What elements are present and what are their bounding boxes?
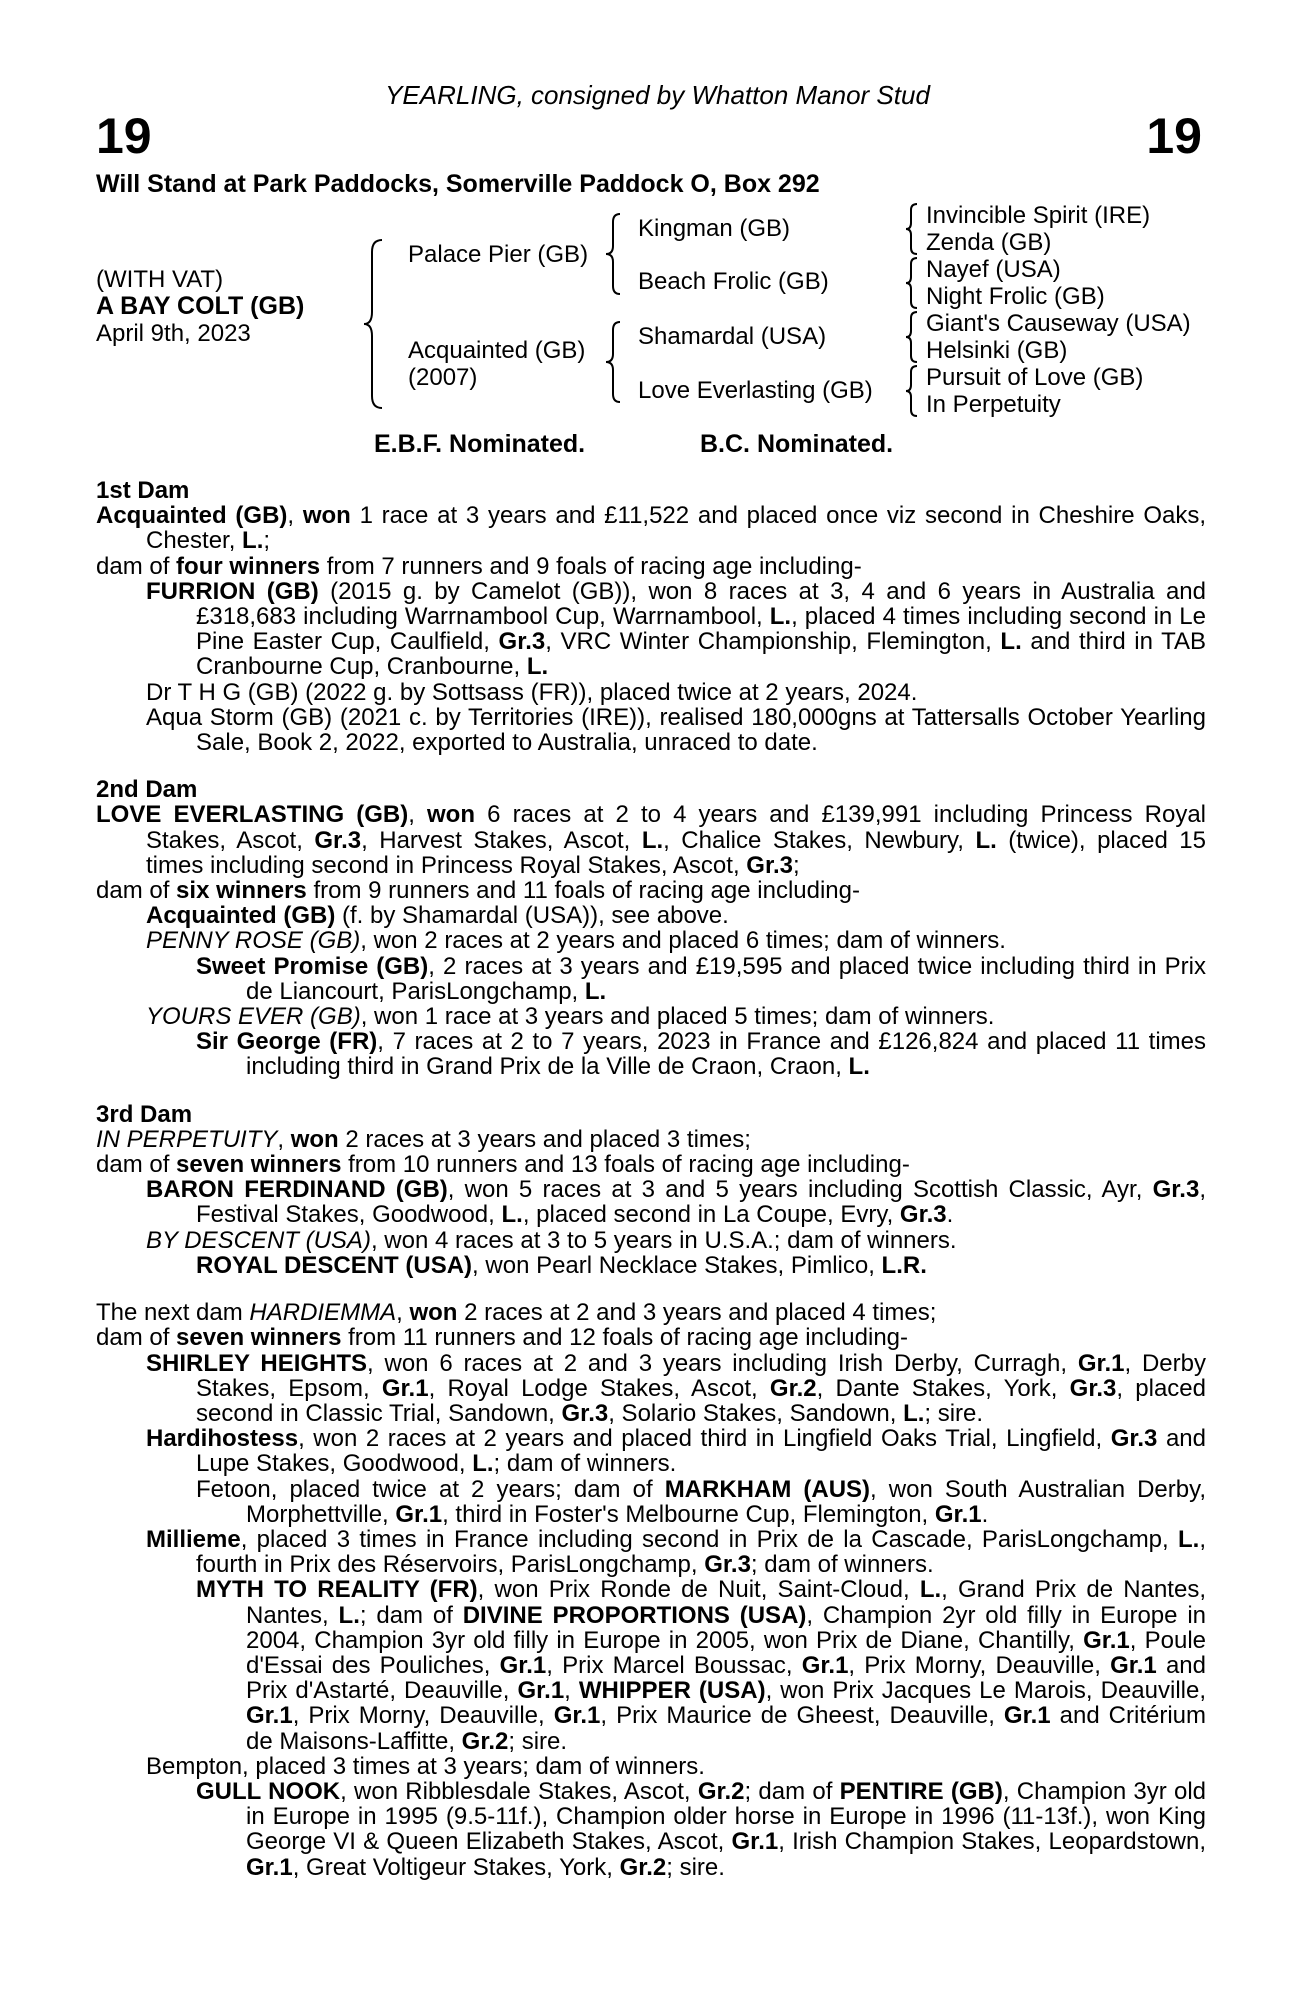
dam-name: Acquainted (GB) bbox=[408, 337, 586, 364]
lot-number-right: 19 bbox=[1146, 108, 1202, 164]
pedigree-brace-g4-2 bbox=[904, 256, 920, 310]
gen4-6: Helsinki (GB) bbox=[926, 337, 1068, 364]
horse-name: A BAY COLT (GB) bbox=[96, 292, 305, 320]
gen3-dam-sire: Shamardal (USA) bbox=[638, 323, 827, 350]
produce-yours-ever: YOURS EVER (GB), won 1 race at 3 years and placed 5 times; dam of winners. bbox=[146, 1003, 995, 1031]
fourth-dam-produce-summary: dam of seven winners from 11 runners and 12 foals of racing age including- bbox=[96, 1324, 909, 1352]
produce-fetoon: Fetoon, placed twice at 2 years; dam of MARKHAM (AUS), won South Australian Derby, Morphettville, Gr.1, third in Foster's Melbourne Cup, Flemington, Gr.1. bbox=[196, 1475, 1206, 1528]
produce-dr-t-h-g: Dr T H G (GB) (2022 g. by Sottsass (FR)), placed twice at 2 years, 2024. bbox=[146, 678, 918, 706]
second-dam-heading: 2nd Dam bbox=[96, 776, 198, 804]
gen4-3: Nayef (USA) bbox=[926, 256, 1061, 283]
produce-royal-descent: ROYAL DESCENT (USA), won Pearl Necklace Stakes, Pimlico, L.R. bbox=[196, 1251, 927, 1279]
produce-hardihostess: Hardihostess, won 2 races at 2 years and placed third in Lingfield Oaks Trial, Lingfield, Gr.3 and Lupe Stakes, Goodwood, L.; dam of winners. bbox=[146, 1425, 1206, 1478]
dam-year: (2007) bbox=[408, 364, 478, 391]
first-dam-produce-summary: dam of four winners from 7 runners and 9 foals of racing age including- bbox=[96, 552, 862, 580]
lot-number-left: 19 bbox=[96, 108, 152, 164]
section-gap bbox=[96, 1278, 1206, 1300]
produce-gull-nook: GULL NOOK, won Ribblesdale Stakes, Ascot, Gr.2; dam of PENTIRE (GB), Champion 3yr old in Europe in 1995 (9.5-11f.), Champion older horse in Europe in 1996 (11-13f.), won King George VI & Queen Elizabeth Stakes, Ascot, Gr.1, Irish Champion Stakes, Leopardstown, Gr.1, Great Voltigeur Stakes, York, Gr.2; sire. bbox=[196, 1777, 1207, 1881]
vat-note: (WITH VAT) bbox=[96, 266, 224, 293]
produce-acquainted: Acquainted (GB) (f. by Shamardal (USA)), see above. bbox=[146, 902, 729, 930]
gen3-dam-dam: Love Everlasting (GB) bbox=[638, 377, 873, 404]
third-dam-heading: 3rd Dam bbox=[96, 1100, 193, 1128]
gen4-4: Night Frolic (GB) bbox=[926, 283, 1105, 310]
produce-sir-george: Sir George (FR), 7 races at 2 to 7 years, 2023 in France and £126,824 and placed 11 times including third in Grand Prix de la Ville de Craon, Craon, L. bbox=[196, 1028, 1207, 1081]
produce-by-descent: BY DESCENT (USA), won 4 races at 3 to 5 years in U.S.A.; dam of winners. bbox=[146, 1226, 957, 1254]
second-dam-produce-summary: dam of six winners from 9 runners and 11 foals of racing age including- bbox=[96, 877, 860, 905]
gen3-sire-dam: Beach Frolic (GB) bbox=[638, 268, 829, 295]
pedigree-brace-dam bbox=[604, 320, 624, 404]
produce-bempton: Bempton, placed 3 times at 3 years; dam of winners. bbox=[146, 1752, 705, 1780]
gen4-2: Zenda (GB) bbox=[926, 229, 1052, 256]
catalogue-body bbox=[96, 478, 1206, 1880]
produce-penny-rose: PENNY ROSE (GB), won 2 races at 2 years and placed 6 times; dam of winners. bbox=[146, 927, 1006, 955]
gen4-8: In Perpetuity bbox=[926, 391, 1061, 418]
produce-sweet-promise: Sweet Promise (GB), 2 races at 3 years and £19,595 and placed twice including third in Prix de Liancourt, ParisLongchamp, L. bbox=[196, 952, 1206, 1005]
gen4-7: Pursuit of Love (GB) bbox=[926, 364, 1144, 391]
first-dam-record: Acquainted (GB), won 1 race at 3 years and £11,522 and placed once viz second in Cheshire Oaks, Chester, L.; bbox=[96, 502, 1207, 555]
pedigree-brace-g4-4 bbox=[904, 364, 920, 418]
pedigree-brace-sire bbox=[604, 212, 624, 296]
produce-aqua-storm: Aqua Storm (GB) (2021 c. by Territories (IRE)), realised 180,000gns at Tattersalls October Yearling Sale, Book 2, 2022, exported to Australia, unraced to date. bbox=[146, 703, 1206, 757]
produce-myth-to-reality: MYTH TO REALITY (FR), won Prix Ronde de Nuit, Saint-Cloud, L., Grand Prix de Nantes, Nantes, L.; dam of DIVINE PROPORTIONS (USA), Champion 2yr old filly in Europe in 2004, Champion 3yr old filly in Europe in 2005, won Prix de Diane, Chantilly, Gr.1, Poule d'Essai des Pouliches, Gr.1, Prix Marcel Boussac, Gr.1, Prix Morny, Deauville, Gr.1 and Prix d'Astarté, Deauville, Gr.1, WHIPPER (USA), won Prix Jacques Le Marois, Deauville, Gr.1, Prix Morny, Deauville, Gr.1, Prix Maurice de Gheest, Deauville, Gr.1 and Critérium de Maisons-Laffitte, Gr.2; sire. bbox=[196, 1576, 1207, 1755]
pedigree-brace-g4-3 bbox=[904, 310, 920, 364]
foaling-date: April 9th, 2023 bbox=[96, 320, 251, 347]
gen3-sire-sire: Kingman (GB) bbox=[638, 215, 791, 242]
bc-nomination: B.C. Nominated. bbox=[700, 430, 894, 458]
consignor-line: YEARLING, consigned by Whatton Manor Stud bbox=[385, 80, 930, 110]
sire-name: Palace Pier (GB) bbox=[408, 241, 589, 268]
third-dam-record: IN PERPETUITY, won 2 races at 3 years and placed 3 times; bbox=[96, 1125, 751, 1153]
gen4-5: Giant's Causeway (USA) bbox=[926, 310, 1191, 337]
ebf-nomination: E.B.F. Nominated. bbox=[374, 430, 586, 458]
produce-millieme: Millieme, placed 3 times in France including second in Prix de la Cascade, ParisLongchamp, L., fourth in Prix des Réservoirs, ParisLongchamp, Gr.3; dam of winners. bbox=[146, 1525, 1206, 1579]
produce-shirley-heights: SHIRLEY HEIGHTS, won 6 races at 2 and 3 years including Irish Derby, Curragh, Gr.1, Derby Stakes, Epsom, Gr.1, Royal Lodge Stakes, Ascot, Gr.2, Dante Stakes, York, Gr.3, placed second in Classic Trial, Sandown, Gr.3, Solario Stakes, Sandown, L.; sire. bbox=[146, 1349, 1206, 1427]
pedigree-brace-main bbox=[362, 238, 388, 410]
produce-furrion: FURRION (GB) (2015 g. by Camelot (GB)), won 8 races at 3, 4 and 6 years in Australia and £318,683 including Warrnambool Cup, Warrnambool, L., placed 4 times including second in Le Pine Easter Cup, Caulfield, Gr.3, VRC Winter Championship, Flemington, L. and third in TAB Cranbourne Cup, Cranbourne, L. bbox=[146, 577, 1206, 681]
first-dam-heading: 1st Dam bbox=[96, 477, 190, 504]
pedigree-brace-g4-1 bbox=[904, 202, 920, 256]
gen4-1: Invincible Spirit (IRE) bbox=[926, 202, 1151, 229]
fourth-dam-record: The next dam HARDIEMMA, won 2 races at 2 and 3 years and placed 4 times; bbox=[96, 1299, 937, 1327]
stand-location: Will Stand at Park Paddocks, Somerville Paddock O, Box 292 bbox=[96, 170, 820, 198]
second-dam-record: LOVE EVERLASTING (GB), won 6 races at 2 to 4 years and £139,991 including Princess Royal Stakes, Ascot, Gr.3, Harvest Stakes, Ascot, L., Chalice Stakes, Newbury, L. (twice), placed 15 times including second in Princess Royal Stakes, Ascot, Gr.3; bbox=[96, 801, 1206, 879]
third-dam-produce-summary: dam of seven winners from 10 runners and 13 foals of racing age including- bbox=[96, 1151, 910, 1179]
produce-baron-ferdinand: BARON FERDINAND (GB), won 5 races at 3 and 5 years including Scottish Classic, Ayr, Gr.3, Festival Stakes, Goodwood, L., placed second in La Coupe, Evry, Gr.3. bbox=[146, 1176, 1206, 1229]
